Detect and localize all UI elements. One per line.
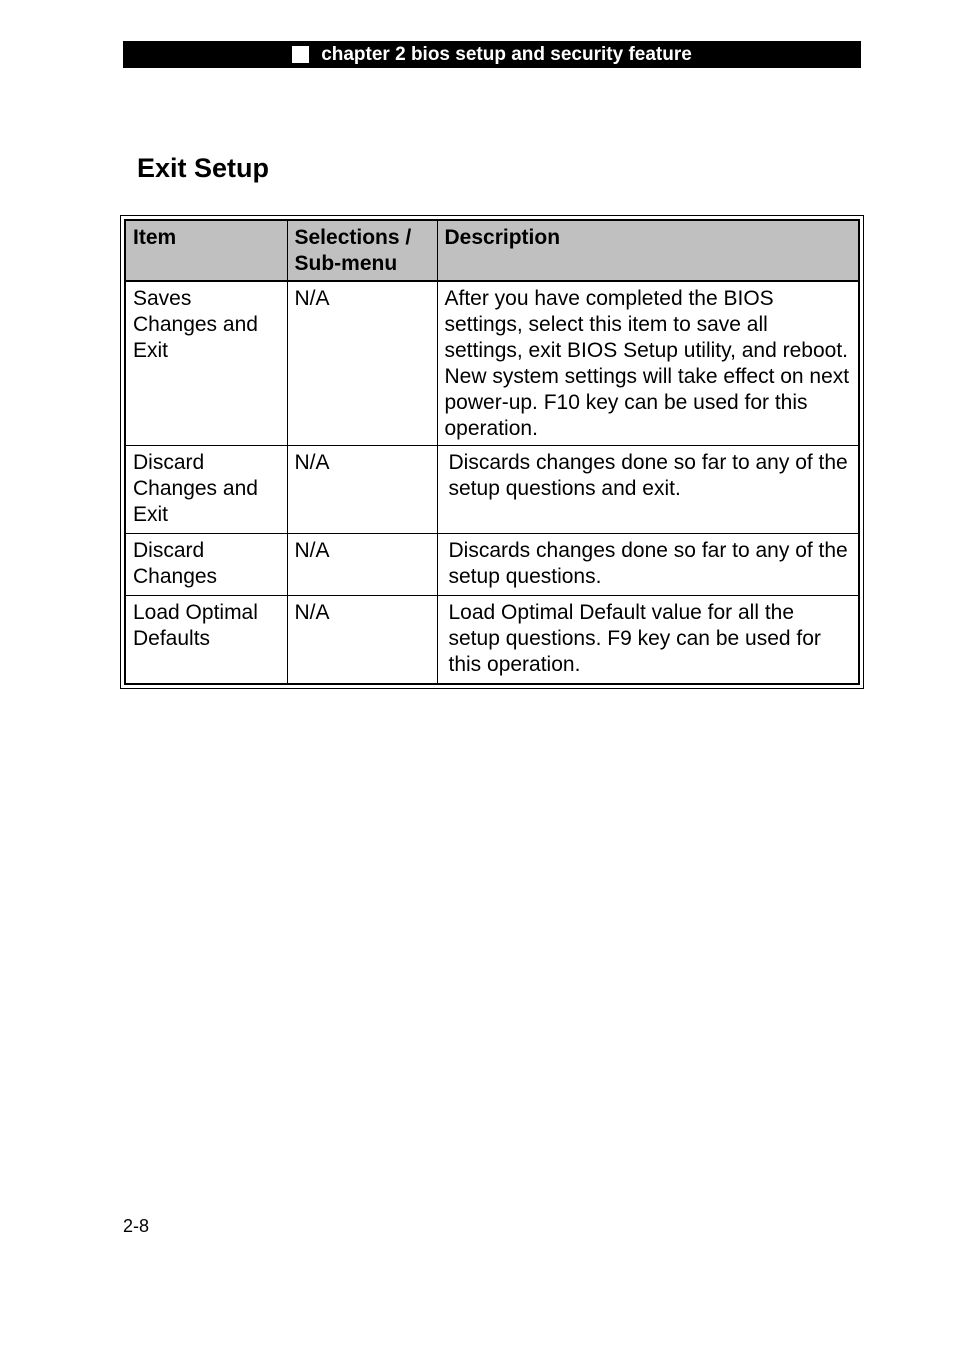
table-row	[125, 596, 859, 684]
column-header-description: Description	[437, 220, 859, 281]
item-cell: Saves Changes and Exit	[125, 281, 287, 446]
chapter-header-bar	[123, 41, 861, 68]
description-cell: Discards changes done so far to any of the setup questions and exit.	[437, 446, 859, 534]
section-title: Exit Setup	[137, 153, 270, 183]
chapter-title: chapter 2 bios setup and security feature	[321, 43, 692, 65]
table-row	[125, 534, 859, 596]
description-cell: Load Optimal Default value for all the setup questions. F9 key can be used for this operation.	[437, 596, 859, 684]
item-cell: Load Optimal Defaults	[125, 596, 287, 684]
table-row	[125, 446, 859, 534]
table-header-row	[125, 220, 859, 281]
selection-cell: N/A	[287, 446, 437, 534]
square-bullet-icon	[292, 46, 309, 63]
selection-cell: N/A	[287, 281, 437, 446]
table-row	[125, 281, 859, 446]
item-cell: Discard Changes	[125, 534, 287, 596]
selection-cell: N/A	[287, 534, 437, 596]
item-cell: Discard Changes and Exit	[125, 446, 287, 534]
column-header-selections: Selections / Sub-menu	[287, 220, 437, 281]
exit-setup-table	[124, 219, 860, 685]
page-number: 2-8	[123, 1216, 150, 1236]
exit-setup-table-frame	[120, 215, 864, 689]
column-header-item: Item	[125, 220, 287, 281]
description-cell: Discards changes done so far to any of the setup questions.	[437, 534, 859, 596]
description-cell: After you have completed the BIOS settings, select this item to save all settings, exit BIOS Setup utility, and reboot. New system settings will take effect on next power-up. F10 key can be used for this operation.	[437, 281, 859, 446]
selection-cell: N/A	[287, 596, 437, 684]
